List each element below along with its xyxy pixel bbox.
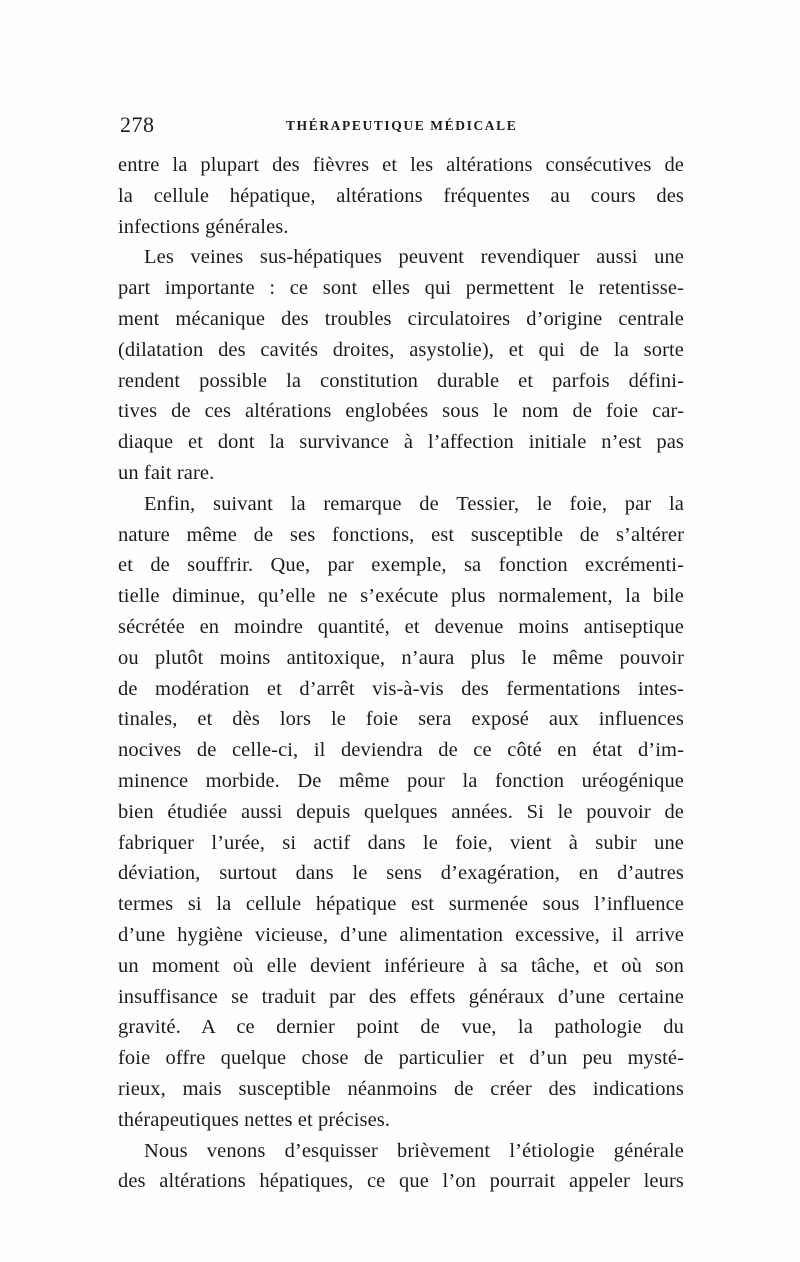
text-line: sécrétée en moindre quantité, et devenue moins antiseptique [118, 615, 684, 638]
text-line: diaque et dont la survivance à l’affection initiale n’est pas [118, 431, 684, 454]
text-line: rieux, mais susceptible néanmoins de créer des indications [118, 1077, 684, 1100]
text-line: infections générales. [118, 215, 289, 238]
text-line: tinales, et dès lors le foie sera exposé aux influences [118, 708, 684, 731]
text-line: un fait rare. [118, 461, 215, 484]
text-line: ment mécanique des troubles circulatoires d’origine centrale [118, 307, 684, 330]
text-line: part importante : ce sont elles qui permettent le retentisse- [118, 277, 684, 300]
text-line: (dilatation des cavités droites, asystolie), et qui de la sorte [118, 338, 684, 361]
text-line: ou plutôt moins antitoxique, n’aura plus le même pouvoir [118, 646, 684, 669]
text-line: gravité. A ce dernier point de vue, la pathologie du [118, 1016, 684, 1039]
text-line: tives de ces altérations englobées sous le nom de foie car- [118, 400, 684, 423]
text-line: insuffisance se traduit par des effets généraux d’une certaine [118, 985, 684, 1008]
text-line: nature même de ses fonctions, est susceptible de s’altérer [118, 523, 684, 546]
text-line: minence morbide. De même pour la fonction uréogénique [118, 769, 684, 792]
text-line: fabriquer l’urée, si actif dans le foie, vient à subir une [118, 831, 684, 854]
text-line: de modération et d’arrêt vis-à-vis des fermentations intes- [118, 677, 684, 700]
text-line: d’une hygiène vicieuse, d’une alimentation excessive, il arrive [118, 923, 684, 946]
running-title: THÉRAPEUTIQUE MÉDICALE [286, 118, 518, 133]
text-line: des altérations hépatiques, ce que l’on pourrait appeler leurs [118, 1170, 684, 1193]
text-line: entre la plupart des fièvres et les altérations consécutives de [118, 154, 684, 176]
text-line: Enfin, suivant la remarque de Tessier, le foie, par la [144, 492, 684, 515]
text-line: la cellule hépatique, altérations fréquentes au cours des [118, 184, 684, 207]
text-line: et de souffrir. Que, par exemple, sa fonction excrémenti- [118, 554, 684, 577]
text-line: foie offre quelque chose de particulier et d’un peu mysté- [118, 1047, 684, 1070]
text-line: Les veines sus-hépatiques peuvent revendiquer aussi une [144, 246, 684, 269]
body-text [118, 150, 684, 1197]
text-line: nocives de celle-ci, il deviendra de ce côté en état d’im- [118, 739, 684, 762]
text-line: bien étudiée aussi depuis quelques années. Si le pouvoir de [118, 800, 684, 823]
text-line: Nous venons d’esquisser brièvement l’étiologie générale [144, 1139, 684, 1162]
running-head [120, 112, 685, 142]
text-line: un moment où elle devient inférieure à sa tâche, et où son [118, 954, 684, 977]
text-line: déviation, surtout dans le sens d’exagération, en d’autres [118, 862, 684, 885]
text-line: termes si la cellule hépatique est surmenée sous l’influence [118, 893, 684, 916]
text-line: tielle diminue, qu’elle ne s’exécute plus normalement, la bile [118, 585, 684, 608]
text-line: rendent possible la constitution durable et parfois défini- [118, 369, 684, 392]
page-number: 278 [120, 112, 155, 137]
text-line: thérapeutiques nettes et précises. [118, 1108, 391, 1131]
